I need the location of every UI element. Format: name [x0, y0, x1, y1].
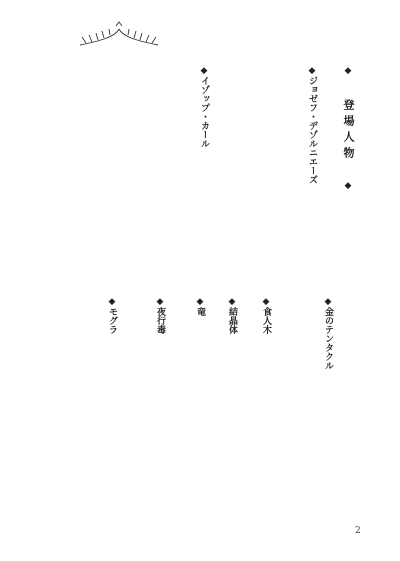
glossary-term: ◆竜	[195, 297, 205, 316]
glossary-term: ◆結晶体	[227, 297, 237, 334]
glossary-entry-golden-tentacle	[276, 297, 336, 515]
page-number: 2	[355, 526, 361, 536]
glossary-entry-mole	[84, 297, 120, 515]
title-diamond-icon: ◆	[343, 66, 353, 81]
leaf-ornament	[70, 21, 168, 51]
character-name: ◆イゾップ・カール	[199, 66, 209, 148]
glossary-entry-dragon	[168, 297, 208, 515]
glossary-term: ◆金のテンタクル	[323, 297, 333, 370]
page-title-text: 登場人物	[342, 99, 355, 163]
glossary-term: ◆食人木	[261, 297, 271, 334]
glossary-term: ◆夜行毒	[155, 297, 165, 334]
glossary-entry-night-poison	[120, 297, 168, 515]
glossary-entry-crystal-body	[208, 297, 240, 515]
glossary-term: ◆モグラ	[107, 297, 117, 334]
character-name: ◆ジョゼフ・デゾルニエーズ	[307, 66, 317, 184]
character-entry-joseph	[220, 66, 320, 278]
glossary-entry-man-eating-tree	[240, 297, 274, 515]
title-diamond-icon: ◆	[343, 181, 353, 196]
page-title	[340, 66, 356, 196]
character-entry-isop	[92, 66, 212, 278]
